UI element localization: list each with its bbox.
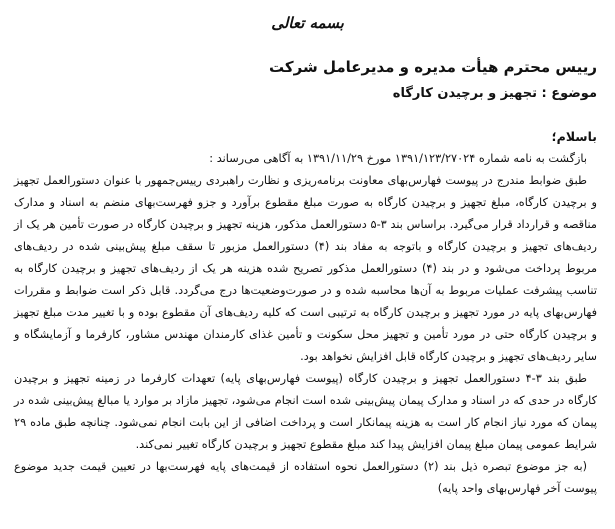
letter-body <box>14 126 597 500</box>
salutation: باسلام؛ <box>551 129 597 144</box>
intro-paragraph: بازگشت به نامه شماره ۱۳۹۱/۱۲۳/۲۷۰۲۴ مورخ ۱۳۹۱/۱۱/۲۹ به آگاهی می‌رساند : <box>209 152 587 165</box>
recipient-line: رییس محترم هیأت مدیره و مدیرعامل شرکت <box>269 58 597 76</box>
basmala-heading: بسمه تعالی <box>271 14 344 32</box>
paragraph-3: (به جز موضوع تبصره ذیل بند (۲) دستورالعمل نحوه استفاده از قیمت‌های پایه فهرست‌بها در تعیین قیمت جدید موضوع پیوست آخر فهارس‌بهای واحد پایه) <box>14 460 597 495</box>
paragraph-1: طبق ضوابط مندرج در پیوست فهارس‌بهای معاونت برنامه‌ریزی و نظارت راهبردی رییس‌جمهور با عنوان دستورالعمل تجهیز و برچیدن کارگاه، مبلغ تجهیز و برچیدن کارگاه به صورت مبلغ مقطوع برآورد و جزو فهرست‌بهای منضم به اسناد و مدارک مناقصه و قرارداد قرار می‌گیرد. براساس بند ۳-۵ دستورالعمل مذکور، هزینه تجهیز و برچیدن کارگاه در صورت تأمین هر یک از ردیف‌های تجهیز و برچیدن کارگاه و باتوجه به مفاد بند (۴) دستورالعمل مزبور تا سقف مبلغ پیش‌بینی شده در ردیف‌های مربوط پرداخت می‌شود و در بند (۴) دستورالعمل مذکور تصریح شده هزینه هر یک از ردیف‌های تجهیز و برچیدن کارگاه به تناسب پیشرفت عملیات مربوط به آن‌ها محاسبه شده و در صورت‌وضعیت‌ها درج می‌گردد. قابل ذکر است ضوابط و مقررات فهارس‌بهای پایه در مورد تجهیز و برچیدن کارگاه به ترتیبی است که کلیه ردیف‌های آن مقطوع بوده و با تغییر مدت مبلغ تجهیز و برچیدن کارگاه حتی در مورد تأمین و تجهیز محل سکونت و تأمین غذای کارمندان مهندس مشاور، کارفرما و آزمایشگاه و سایر ردیف‌های تجهیز و برچیدن کارگاه قابل افزایش نخواهد بود. <box>14 174 597 363</box>
subject-line: موضوع : تجهیز و برچیدن کارگاه <box>392 86 597 101</box>
paragraph-2: طبق بند ۳-۴ دستورالعمل تجهیز و برچیدن کارگاه (پیوست فهارس‌بهای پایه) تعهدات کارفرما در زمینه تجهیز و برچیدن کارگاه در حدی که در اسناد و مدارک پیمان پیش‌بینی شده است انجام می‌شود، تجهیز مازاد بر موارد یا مبالغ پیش‌بینی شده در پیمان که مورد نیاز انجام کار است به هزینه پیمانکار است و پرداخت اضافی از این بابت انجام نمی‌شود. چنانچه طبق ماده ۲۹ شرایط عمومی پیمان مبلغ پیمان افزایش پیدا کند مبلغ مقطوع تجهیز و برچیدن کارگاه تغییر نمی‌کند. <box>14 372 597 451</box>
